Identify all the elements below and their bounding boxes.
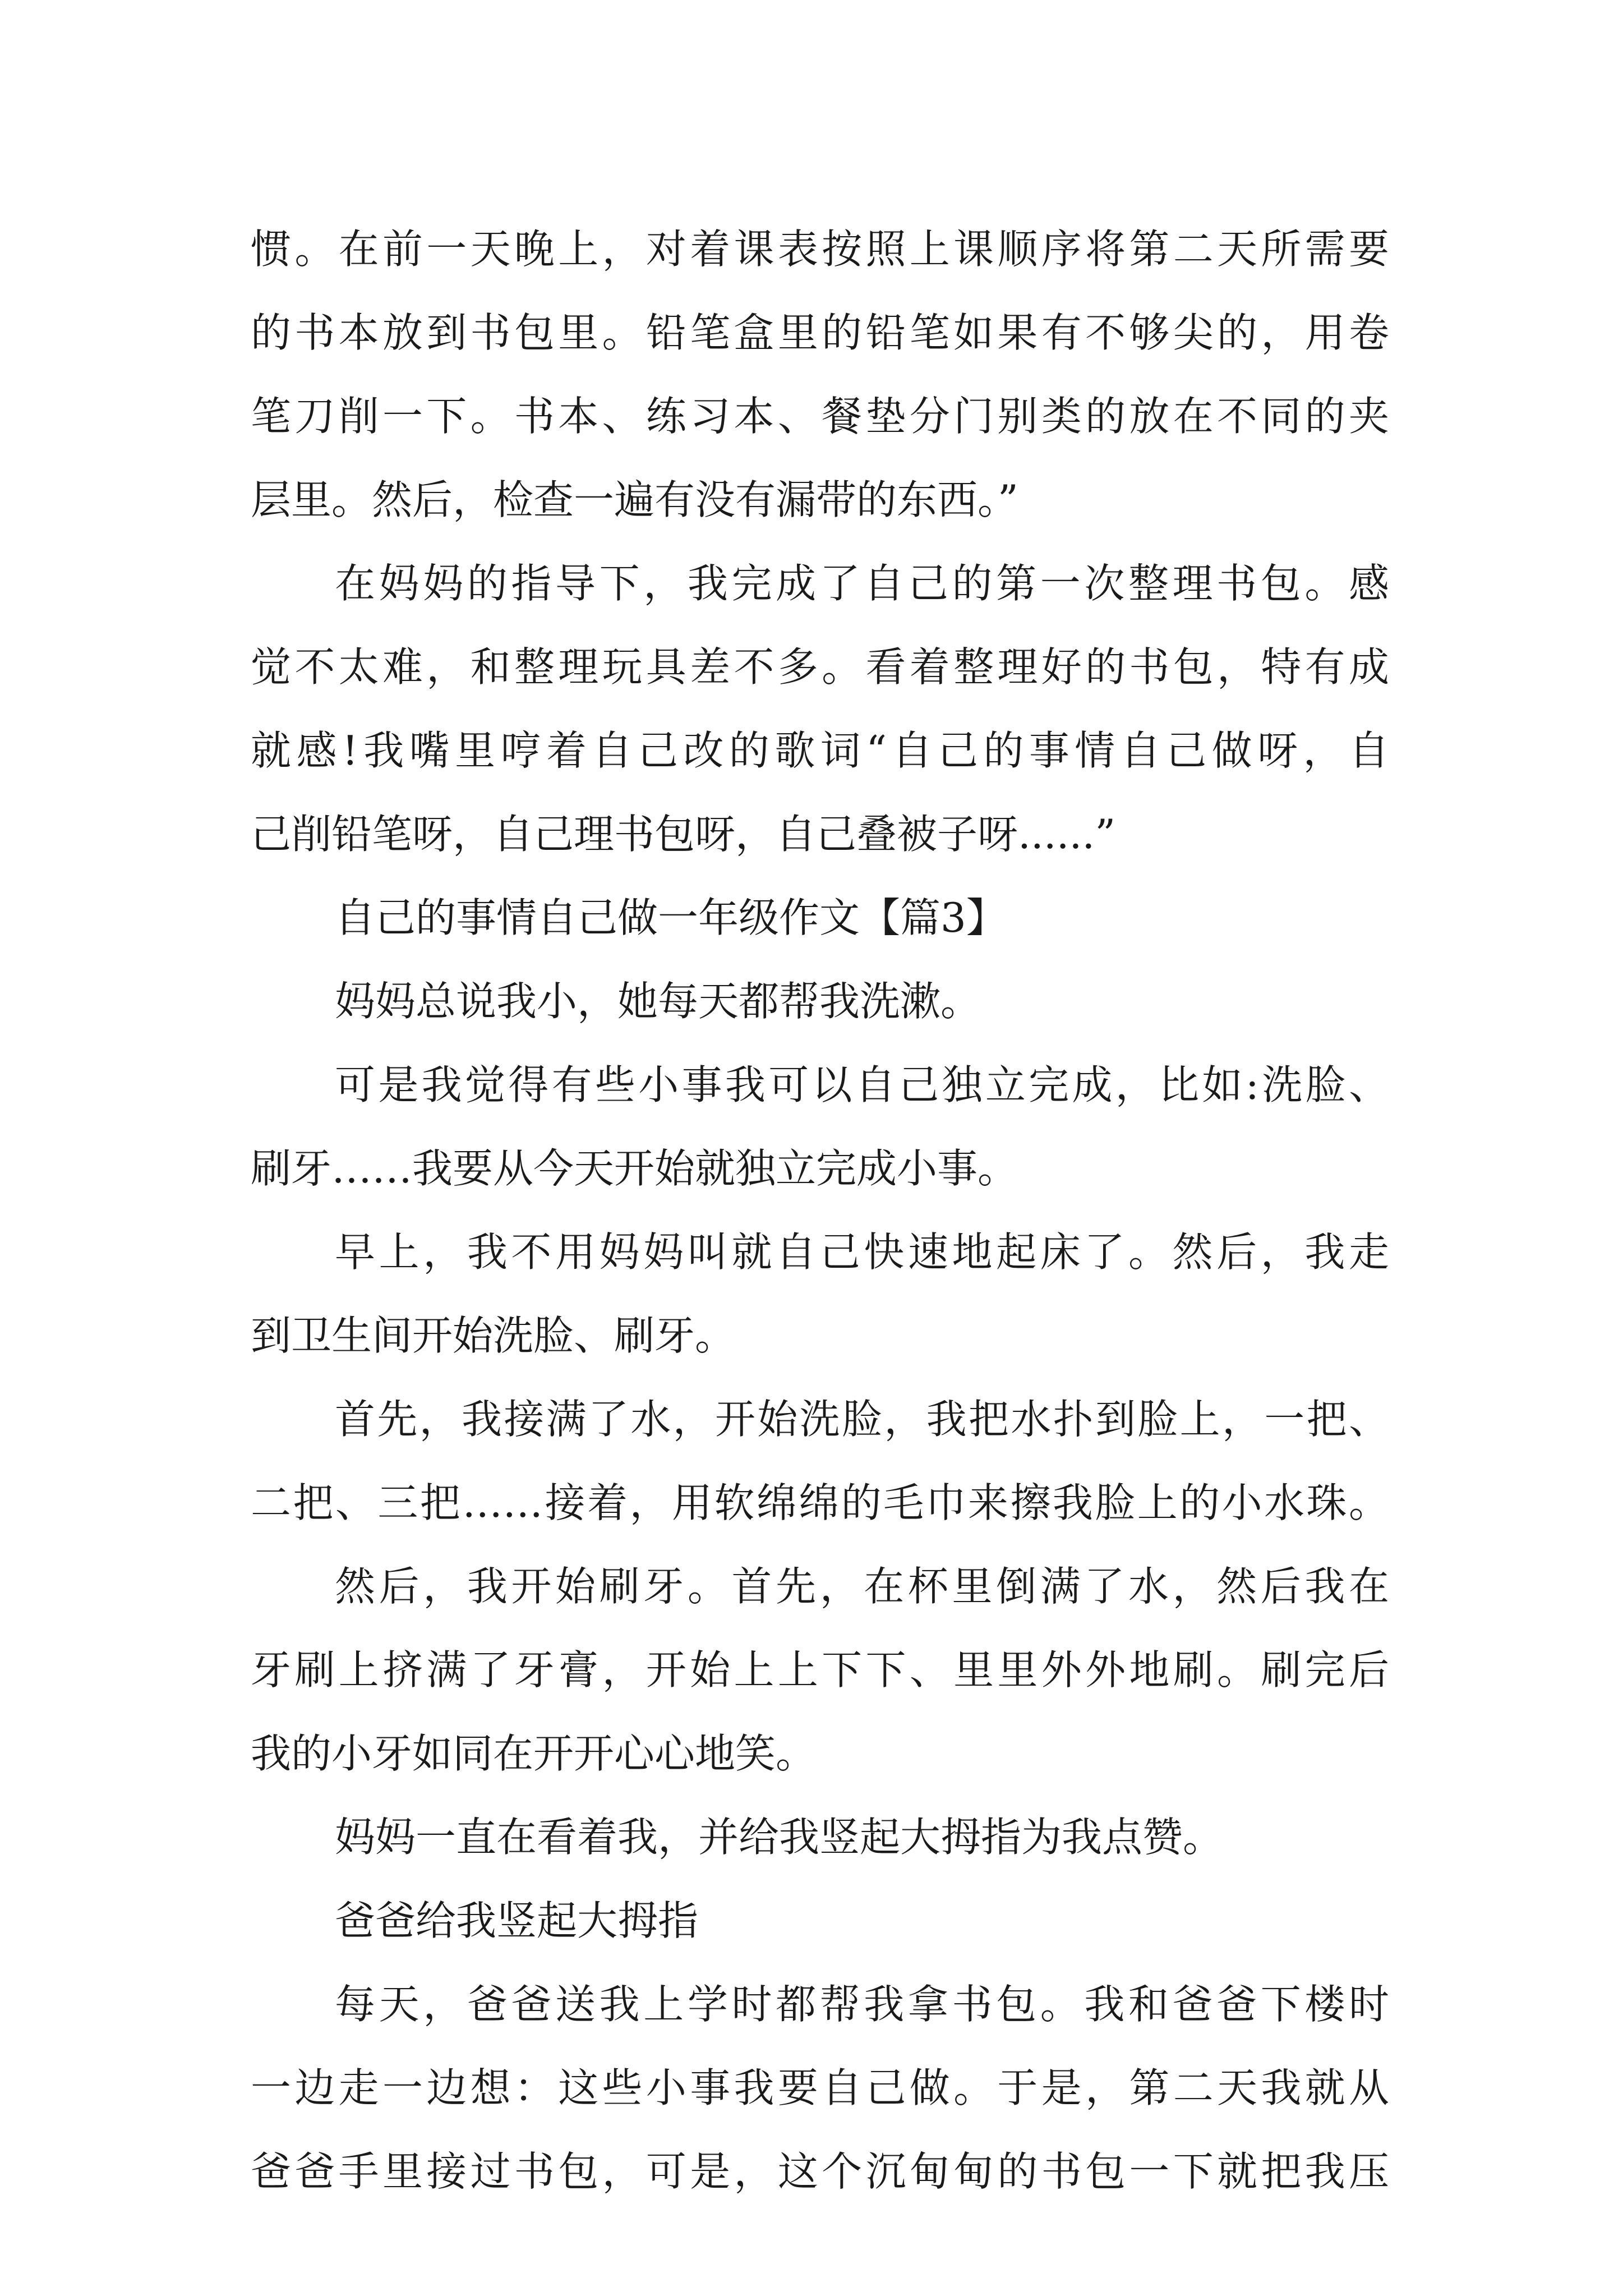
paragraph-first-line: 妈妈总说我小，她每天都帮我洗漱。 <box>335 978 981 1025</box>
paragraph-first-line: 然后，我开始刷牙。首先，在杯里倒满了水，然后我在 <box>335 1563 1389 1610</box>
essay-text <box>251 208 1389 2214</box>
text-line: 笔刀削一下。书本、练习本、餐垫分门别类的放在不同的夹 <box>251 393 1389 440</box>
section-heading: 自己的事情自己做一年级作文【篇3】 <box>335 894 1007 941</box>
text-line: 惯。在前一天晚上，对着课表按照上课顺序将第二天所需要 <box>251 226 1389 273</box>
paragraph-first-line: 早上，我不用妈妈叫就自己快速地起床了。然后，我走 <box>335 1228 1389 1276</box>
text-line: 刷牙……我要从今天开始就独立完成小事。 <box>251 1145 1018 1192</box>
text-line: 到卫生间开始洗脸、刷牙。 <box>251 1312 736 1359</box>
text-line: 就感!我嘴里哼着自己改的歌词“自己的事情自己做呀，自 <box>251 727 1389 774</box>
subheading-line: 爸爸给我竖起大拇指 <box>335 1897 699 1944</box>
paragraph-first-line: 可是我觉得有些小事我可以自己独立完成，比如:洗脸、 <box>335 1061 1389 1108</box>
paragraph-first-line: 在妈妈的指导下，我完成了自己的第一次整理书包。感 <box>335 560 1389 607</box>
text-line: 二把、三把……接着，用软绵绵的毛巾来擦我脸上的小水珠。 <box>251 1479 1389 1526</box>
text-line: 层里。然后，检查一遍有没有漏带的东西。” <box>251 476 1018 523</box>
paragraph-first-line: 妈妈一直在看着我，并给我竖起大拇指为我点赞。 <box>335 1814 1224 1861</box>
text-line: 的书本放到书包里。铅笔盒里的铅笔如果有不够尖的，用卷 <box>251 309 1389 356</box>
text-line: 一边走一边想：这些小事我要自己做。于是，第二天我就从 <box>251 2064 1389 2111</box>
paragraph-first-line: 每天，爸爸送我上学时都帮我拿书包。我和爸爸下楼时 <box>335 1981 1389 2028</box>
text-line: 牙刷上挤满了牙膏，开始上上下下、里里外外地刷。刷完后 <box>251 1646 1389 1694</box>
text-line: 爸爸手里接过书包，可是，这个沉甸甸的书包一下就把我压 <box>251 2148 1389 2195</box>
text-line: 觉不太难，和整理玩具差不多。看着整理好的书包，特有成 <box>251 643 1389 691</box>
text-line: 己削铅笔呀，自己理书包呀，自己叠被子呀......” <box>251 811 1116 858</box>
paragraph-first-line: 首先，我接满了水，开始洗脸，我把水扑到脸上，一把、 <box>335 1396 1389 1443</box>
text-line: 我的小牙如同在开开心心地笑。 <box>251 1730 817 1777</box>
